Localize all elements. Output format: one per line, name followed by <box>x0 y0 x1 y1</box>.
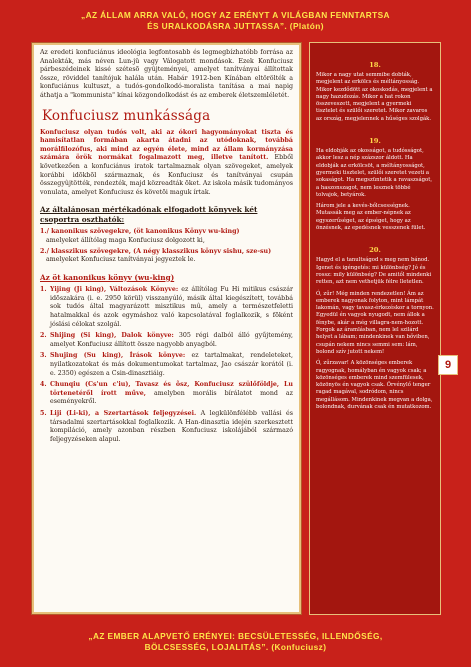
top-banner-line1: „AZ ÁLLAM ARRA VALÓ, HOGY AZ ERÉNYT A VILÁGBAN FENNTARTSA <box>81 10 390 20</box>
book-number: 2. <box>40 332 47 340</box>
book-item <box>40 332 293 349</box>
work-paragraph-rest: Ebből következően a konfuciánus iratok tartalmaznak olyan szövegeket, amelyek korábbi idõkbõl származnak, és Konfuciusz és tanítványai csupán összegyûjtötték, rendezték, majd közreadták õket. Az iskola másik tudományos vonulata, amelyet Konfuciusz és követõi maguk írtak. <box>40 154 293 196</box>
poem-number: 19. <box>369 137 381 146</box>
book-title: Liji (Li-ki), a Szertartások feljegyzései. <box>50 409 197 417</box>
page-number: 9 <box>438 355 458 375</box>
book-body <box>50 286 293 329</box>
book-body <box>50 352 293 378</box>
book-item <box>40 352 293 378</box>
group-desc: amelyeket állítólag maga Konfuciusz dolgozott ki, <box>46 236 205 244</box>
book-title: Shujing (Su king), Írások könyve: <box>50 352 186 360</box>
poem-verse: Három jele a kevés-bőlcsességnek. Mutassák meg az ember-népnek az egyszerűséget, az épséget, hogy az önzésnek, az epedésnek vesszenek fület. <box>316 203 426 232</box>
poem-verse: Ó, zűrzavar! A közönséges emberek ragyognak, homályban én vagyok csak; a közönséges emberek mind szemfülesek, közönyös én vagyok csak. Örvénylő tenger ragad magával, sodródom, nincs megállásom. Mindenkinek megvan a dolga, bolondnak, durvának csak én mutatkozom. <box>316 360 433 410</box>
poem-verse: Ó, zűr! Még minden rendezetlen! Ám az emberek nagyonak folyton, mint lámpát lakomán, vagy tavasz-érkezéskor a tornyon. Egyedül én vagyok nyugodt, nem állok a fénybe, akár a még villagra-nem-hozott. Forgok az áramlásban, nem lel szilárd helyet a lábam; mindenkinek van bőviben, csupán nekem nincs semmi sem: lám, bolond szív jutott nekem! <box>316 290 434 355</box>
book-item <box>40 410 293 444</box>
book-text: ez tartalmakat, rendeleteket, nyilatkozatokat és más dokumentumokat tartalmaz, Jao császár korától (i. e. 2350) egészen a Csin-dinasztiáig. <box>50 352 293 377</box>
poem-verse: Hagyd el a tanultságod s meg nem bánod. Igenet és igéngetés: mi különbség? Jó és rossz: mily különbség? De amitől mindenki retten, azt nem vethetjük félre lletetlen. <box>316 257 432 286</box>
top-banner-line2: ÉS URALKODÁSRA JUTTASSA”. (Platón) <box>147 21 324 31</box>
group-title: 2./ klasszikus szövegekre, (A négy klasszikus könyv sishu, sze-su) <box>40 247 272 255</box>
book-body <box>50 410 293 444</box>
intro-paragraph: Az eredeti konfuciánus ideológia legfontosabb és legmegbízhatóbb forrása az Analekták, más néven Lun-jü vagy Válogatott mondások. Ezek Konfuciusz párbeszédeinek kissé szétesõ gyûjteményei, amelyet tanítványai állítottak össze, röviddel tanítójuk halála után. Habár 1912-ben Kínában eltörölték a konfuciánus kultuszt, a tudós-gondolkodó-moralista tanítása a mai napig áthatja a "kommunista" kínai közgondolkodást és az emberek életszemléletét. <box>40 49 293 99</box>
groups-heading: Az általánosan mértékadónak elfogadott könyvek két csoportra oszthatók: <box>40 205 258 224</box>
bottom-banner-line2: BÖLCSESSÉG, LOJALITÁS”. (Konfuciusz) <box>144 642 327 652</box>
book-number: 1. <box>40 286 47 294</box>
book-number: 3. <box>40 352 47 360</box>
book-text: ez állítólag Fu Hi mitikus császár idõszakára (i. e. 2950 körül) visszanyúló, másik által kiegészített, továbbá sok tudós által magyarázott misztikus mû, amely a természetfeletti hatalmakkal és azok egymáshoz való kapcsolatával foglalkozik, s fõként jóslási célokat szolgál. <box>50 286 294 328</box>
main-article <box>31 42 302 615</box>
book-item <box>40 381 293 407</box>
group-item <box>40 228 293 245</box>
book-title: Chunqiu (Cs'un c'iu), Tavasz és õsz, Konfuciusz szülőföldje, Lu törtenetéről írott műve, <box>50 381 293 397</box>
book-text: A legkülönfélébb vallási és társadalmi szertartásokkal foglalkozik. A Han-dinasztia idején szerkesztett kompiláció, amely azonban részben Konfuciusz iskolájából származó feljegyzéseken alapul. <box>50 409 294 443</box>
section-heading: Konfuciusz munkássága <box>42 107 211 124</box>
work-paragraph <box>40 129 293 198</box>
group-item <box>40 248 293 265</box>
book-text: amelyben morális bírálatot mond az eseményekről. <box>50 389 293 406</box>
bottom-banner-line1: „AZ EMBER ALAPVETŐ ERÉNYEI: BECSÜLETESSÉG, ILLENDŐSÉG, <box>88 631 383 641</box>
work-paragraph-bold: Konfuciusz olyan tudós volt, aki az ókori hagyományokat tiszta és hamisítatlan formában akarta átadni az utódoknak, továbbá morálfilozófus, aki mind az egyén élete, mind az állam kormányzása számára örök normákat fogalmazott meg, illetve tanított. <box>40 128 293 162</box>
bottom-banner <box>0 631 471 653</box>
side-poem-column <box>309 42 441 615</box>
poem-verse: Ha eldobják az okosságot, a tudósságot, akkor lesz a nép százszor áldott. Ha eldobják az erkölcsöt, a méltányosságot, gyermeki tisztelet, szülői szeretet vezeti a sokaságot. Ha megszüntetik a ravaszságot, a haszonszagot, nem lesznek többé tolvajok, betyárok. <box>316 148 433 198</box>
book-item <box>40 286 293 329</box>
book-number: 5. <box>40 409 47 417</box>
group-desc: amelyeket Konfuciusz tanítványai jegyeztek le. <box>46 256 196 264</box>
book-title: Yijing (Ji king), Változások Könyve: <box>50 286 179 294</box>
book-title: Shijing (Si king), Dalok könyve: <box>50 332 174 340</box>
books-heading: Az öt kanonikus könyv (wu-king) <box>40 272 175 282</box>
book-body <box>50 332 293 349</box>
top-banner <box>0 10 471 32</box>
book-number: 4. <box>40 381 47 389</box>
poem-number: 18. <box>369 61 381 69</box>
book-body <box>50 381 293 407</box>
poem-number: 20. <box>369 246 381 255</box>
book-text: 305 régi dalból álló gyűjtemény, amelyet Konfuciusz állított össze nagyobb anyagból. <box>50 332 293 348</box>
group-title: 1./ kanonikus szövegekre, (öt kanonikus Könyv wu-king) <box>40 228 240 236</box>
poem-verse: Mikor a nagy utat semmibe dobták, megjelent az erkölcs és méltányosság. Mikor kezdődött az okoskodás, megjelent a nagy hazudozás. Mikor a hat rokon összeveszett, megjelent a gyermeki tisztelet és szülői szeretet. Mikor zavaros az ország, megjelennek a hűséges szolgák. <box>316 72 433 122</box>
